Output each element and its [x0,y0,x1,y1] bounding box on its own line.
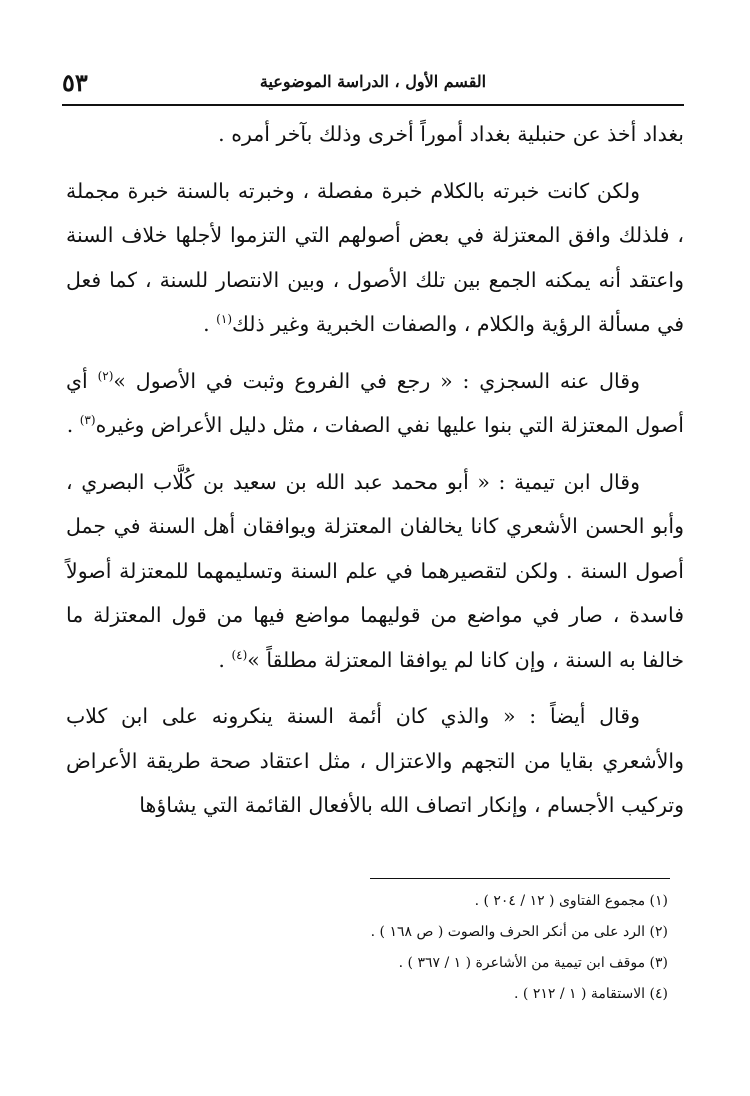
paragraph-1-text: بغداد أخذ عن حنبلية بغداد أموراً أخرى وذلك بآخر أمره . [218,122,684,146]
footnote-4: (٤) الاستقامة ( ١ / ٢١٢ ) . [514,986,668,1002]
footnote-3: (٣) موقف ابن تيمية من الأشاعرة ( ١ / ٣٦٧ ) . [398,955,668,971]
paragraph-2-text: ولكن كانت خبرته بالكلام خبرة مفصلة ، وخبرته بالسنة خبرة مجملة ، فلذلك وافق المعتزلة في بعض أصولهم التي التزموا لأجلها خلاف السنة واعتقد أنه يمكنه الجمع بين تلك الأصول ، وبين الانتصار للسنة ، كما فعل في مسألة الرؤية والكلام ، والصفات الخبرية وغير ذلك [66,178,684,336]
paragraph-1 [66,112,684,157]
body-text [66,112,684,828]
footnote-1: (١) مجموع الفتاوى ( ١٢ / ٢٠٤ ) . [474,893,668,909]
header-rule [62,104,684,106]
footnote-rule [370,878,670,879]
page-header [62,70,684,100]
paragraph-2-end: . [203,312,217,336]
paragraph-3-text-a: وقال عنه السجزي : « رجع في الفروع وثبت في الأصول » [113,368,640,393]
paragraph-3-text-b: أي أصول المعتزلة التي بنوا عليها نفي الصفات ، مثل دليل الأعراض وغيره [66,368,684,437]
paragraph-4-text: وقال ابن تيمية : « أبو محمد عبد الله بن سعيد بن كُلَّاب البصري ، وأبو الحسن الأشعري كانا يخالفان المعتزلة ويوافقان أهل السنة في جمل أصول السنة . ولكن لتقصيرهما في علم السنة وتسليمهما للمعتزلة أصولاً فاسدة ، صار في مواضع من قوليهما مواضع فيها من قول المعتزلة ما خالفا به السنة ، وإن كانا لم يوافقا المعتزلة مطلقاً » [66,469,684,672]
paragraph-3 [66,359,684,448]
paragraph-5-text: وقال أيضاً : « والذي كان أئمة السنة ينكرونه على ابن كلاب والأشعري بقايا من التجهم والاعتزال ، مثل اعتقاد صحة طريقة الأعراض وتركيب الأجسام ، وإنكار اتصاف الله بالأفعال القائمة التي يشاؤها [66,704,684,817]
footnote-ref-1: (١) [216,312,232,327]
paragraph-2 [66,169,684,347]
paragraph-4-end: . [218,647,232,672]
footnote-ref-2: (٢) [97,368,114,383]
paragraph-5 [66,694,684,828]
paragraph-4 [66,460,684,683]
footnotes [66,886,668,1010]
page-number: ٥٣ [62,68,88,97]
header-title: القسم الأول ، الدراسة الموضوعية [259,72,487,91]
footnote-ref-3: (٣) [79,413,96,428]
paragraph-3-end: . [66,413,80,437]
footnote-2: (٢) الرد على من أنكر الحرف والصوت ( ص ١٦٨ ) . [370,924,668,940]
footnote-ref-4: (٤) [231,647,248,662]
